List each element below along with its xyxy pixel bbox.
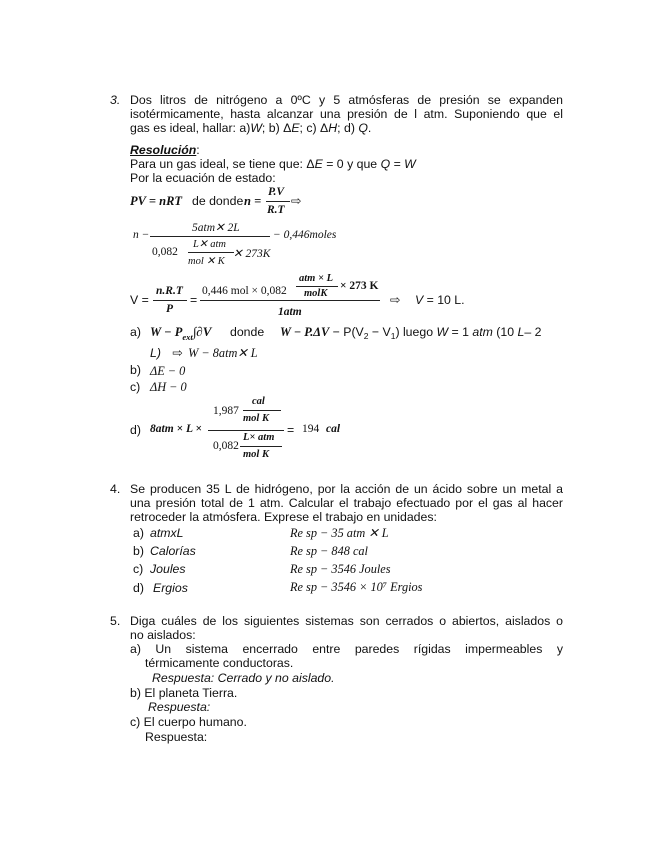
system-a-line-1: a) Un sistema encerrado entre paredes rígidas impermeables y xyxy=(130,642,563,656)
answer-d-den-frac-bar xyxy=(240,446,282,447)
answer-d-lhs: 8atm × L × xyxy=(150,423,202,435)
unit-item-d: Ergios xyxy=(153,581,188,595)
answer-a-equation: $W - P_{ext}\int\partial V$ xyxy=(150,324,212,342)
problem-4-number: 4. xyxy=(110,482,121,496)
pv-fraction-numerator: P.V xyxy=(268,186,285,198)
answer-d-unit: cal xyxy=(326,423,341,435)
n-denominator-frac-den: mol ✕ K xyxy=(188,256,225,267)
v-numerator-temp: × 273 K xyxy=(340,280,379,292)
n-main-bar xyxy=(150,236,270,237)
system-c-answer: Respuesta: xyxy=(145,730,208,744)
unit-item-b: Calorías xyxy=(150,544,196,558)
answer-d-main-bar xyxy=(208,430,284,431)
n-denominator-frac-num: L✕ atm xyxy=(193,239,227,250)
v-main-bar xyxy=(200,300,380,301)
problem-4-line-3: retroceder la atmósfera. Exprese el trabajo en unidades: xyxy=(130,510,437,524)
v-arrow-icon: ⇨ xyxy=(390,293,401,307)
system-b-answer: Respuesta: xyxy=(148,700,211,714)
answer-d-num-frac-bar xyxy=(243,410,281,411)
v-numerator-frac-den: molK xyxy=(304,288,328,299)
v-lhs: V = xyxy=(130,293,149,307)
problem-3-line-2: isotérmicamente, hasta alcanzar una presión de l atm. Suponiendo que el xyxy=(130,107,563,121)
problem-5-line-2: no aislados: xyxy=(130,628,196,642)
v-numerator-frac-bar xyxy=(296,286,338,287)
unit-item-a-answer: Re sp − 35 atm ✕ L xyxy=(290,526,389,540)
unit-item-d-answer: Re sp − 3546 × 10⁷ Ergios xyxy=(290,580,423,594)
answer-d-equals: = xyxy=(287,423,295,437)
system-b: b) El planeta Tierra. xyxy=(130,686,238,700)
answer-d-label: d) xyxy=(130,423,141,437)
v-fraction-numerator: n.R.T xyxy=(156,285,183,297)
ideal-gas-line: Para un gas ideal, se tiene que: ΔE = 0 y que Q = W xyxy=(130,157,416,171)
answer-a-donde: donde xyxy=(230,325,265,339)
unit-item-c: Joules xyxy=(150,562,186,576)
answer-d-num-coef: 1,987 xyxy=(213,405,239,417)
answer-a-label: a) xyxy=(130,325,141,339)
answer-a-work-def: $W - P.\Delta V - P(V_2 - V_1)$ luego W = 1 atm (10 L– 2 xyxy=(280,325,542,341)
n-denominator-coef: 0,082 xyxy=(152,246,178,258)
v-equals: = xyxy=(190,293,198,307)
de-donde-text: de donde xyxy=(192,194,244,208)
answer-d-den-frac-num: L× atm xyxy=(243,432,275,443)
v-result: V = 10 L. xyxy=(415,293,465,307)
problem-3-line-3: gas es ideal, hallar: a)W; b) ΔE; c) ΔH; d) Q. xyxy=(130,121,372,135)
n-numerator: 5atm✕ 2L xyxy=(192,222,240,234)
unit-item-a-label: a) xyxy=(133,526,144,540)
unit-item-a: atmxL xyxy=(150,526,184,540)
n-lhs: n − xyxy=(133,229,150,241)
answer-b-equation: ΔE − 0 xyxy=(150,364,186,378)
n-symbol: n = xyxy=(244,194,262,208)
v-fraction-denominator: P xyxy=(166,303,174,315)
v-numerator-frac-num: atm × L xyxy=(299,273,333,284)
problem-3-number: 3. xyxy=(110,93,121,107)
system-a-line-2: térmicamente conductoras. xyxy=(145,656,294,670)
problem-4-line-1: Se producen 35 L de hidrógeno, por la acción de un ácido sobre un metal a xyxy=(130,482,563,496)
system-c: c) El cuerpo humano. xyxy=(130,715,247,729)
answer-a-line-2: L) ⇨ W − 8atm✕ L xyxy=(150,346,258,360)
answer-c-equation: ΔH − 0 xyxy=(150,380,187,394)
pv-fraction-denominator: R.T xyxy=(267,204,285,216)
unit-item-c-answer: Re sp − 3546 Joules xyxy=(290,562,391,576)
answer-d-den-frac-den: mol K xyxy=(243,449,269,460)
n-denominator-frac-bar xyxy=(188,252,234,253)
problem-4-line-2: una presión total de 1 atm. Calcular el trabajo efectuado por el gas al hacer xyxy=(130,496,563,510)
answer-d-den-coef: 0,082 xyxy=(213,440,239,452)
unit-item-b-label: b) xyxy=(133,544,144,558)
answer-d-num-frac-den: mol K xyxy=(243,413,269,424)
system-a-answer: Respuesta: Cerrado y no aislado. xyxy=(152,671,335,685)
arrow-icon: ⇨ xyxy=(291,194,302,208)
state-equation-intro: Por la ecuación de estado: xyxy=(130,171,276,185)
n-result: − 0,446moles xyxy=(273,229,337,241)
pv-fraction-bar xyxy=(266,201,290,202)
v-fraction-bar xyxy=(153,300,187,301)
n-denominator-temp: ✕ 273K xyxy=(233,248,271,260)
v-numerator-coef: 0,446 mol × 0,082 xyxy=(202,285,287,297)
answer-c-label: c) xyxy=(130,380,141,394)
answer-d-num-frac-num: cal xyxy=(252,396,265,407)
answer-b-label: b) xyxy=(130,363,141,377)
unit-item-d-label: d) xyxy=(133,581,144,595)
v-denominator: 1atm xyxy=(278,306,302,318)
problem-5-line-1: Diga cuáles de los siguientes sistemas son cerrados o abiertos, aislados o xyxy=(130,614,563,628)
problem-5-number: 5. xyxy=(110,614,121,628)
answer-d-result: 194 xyxy=(302,423,320,435)
problem-3-line-1: Dos litros de nitrógeno a 0ºC y 5 atmósferas de presión se expanden xyxy=(130,93,563,107)
resolution-heading: Resolución: xyxy=(130,143,200,157)
unit-item-c-label: c) xyxy=(133,562,144,576)
unit-item-b-answer: Re sp − 848 cal xyxy=(290,544,368,558)
pv-equation: PV = nRT xyxy=(130,194,183,208)
